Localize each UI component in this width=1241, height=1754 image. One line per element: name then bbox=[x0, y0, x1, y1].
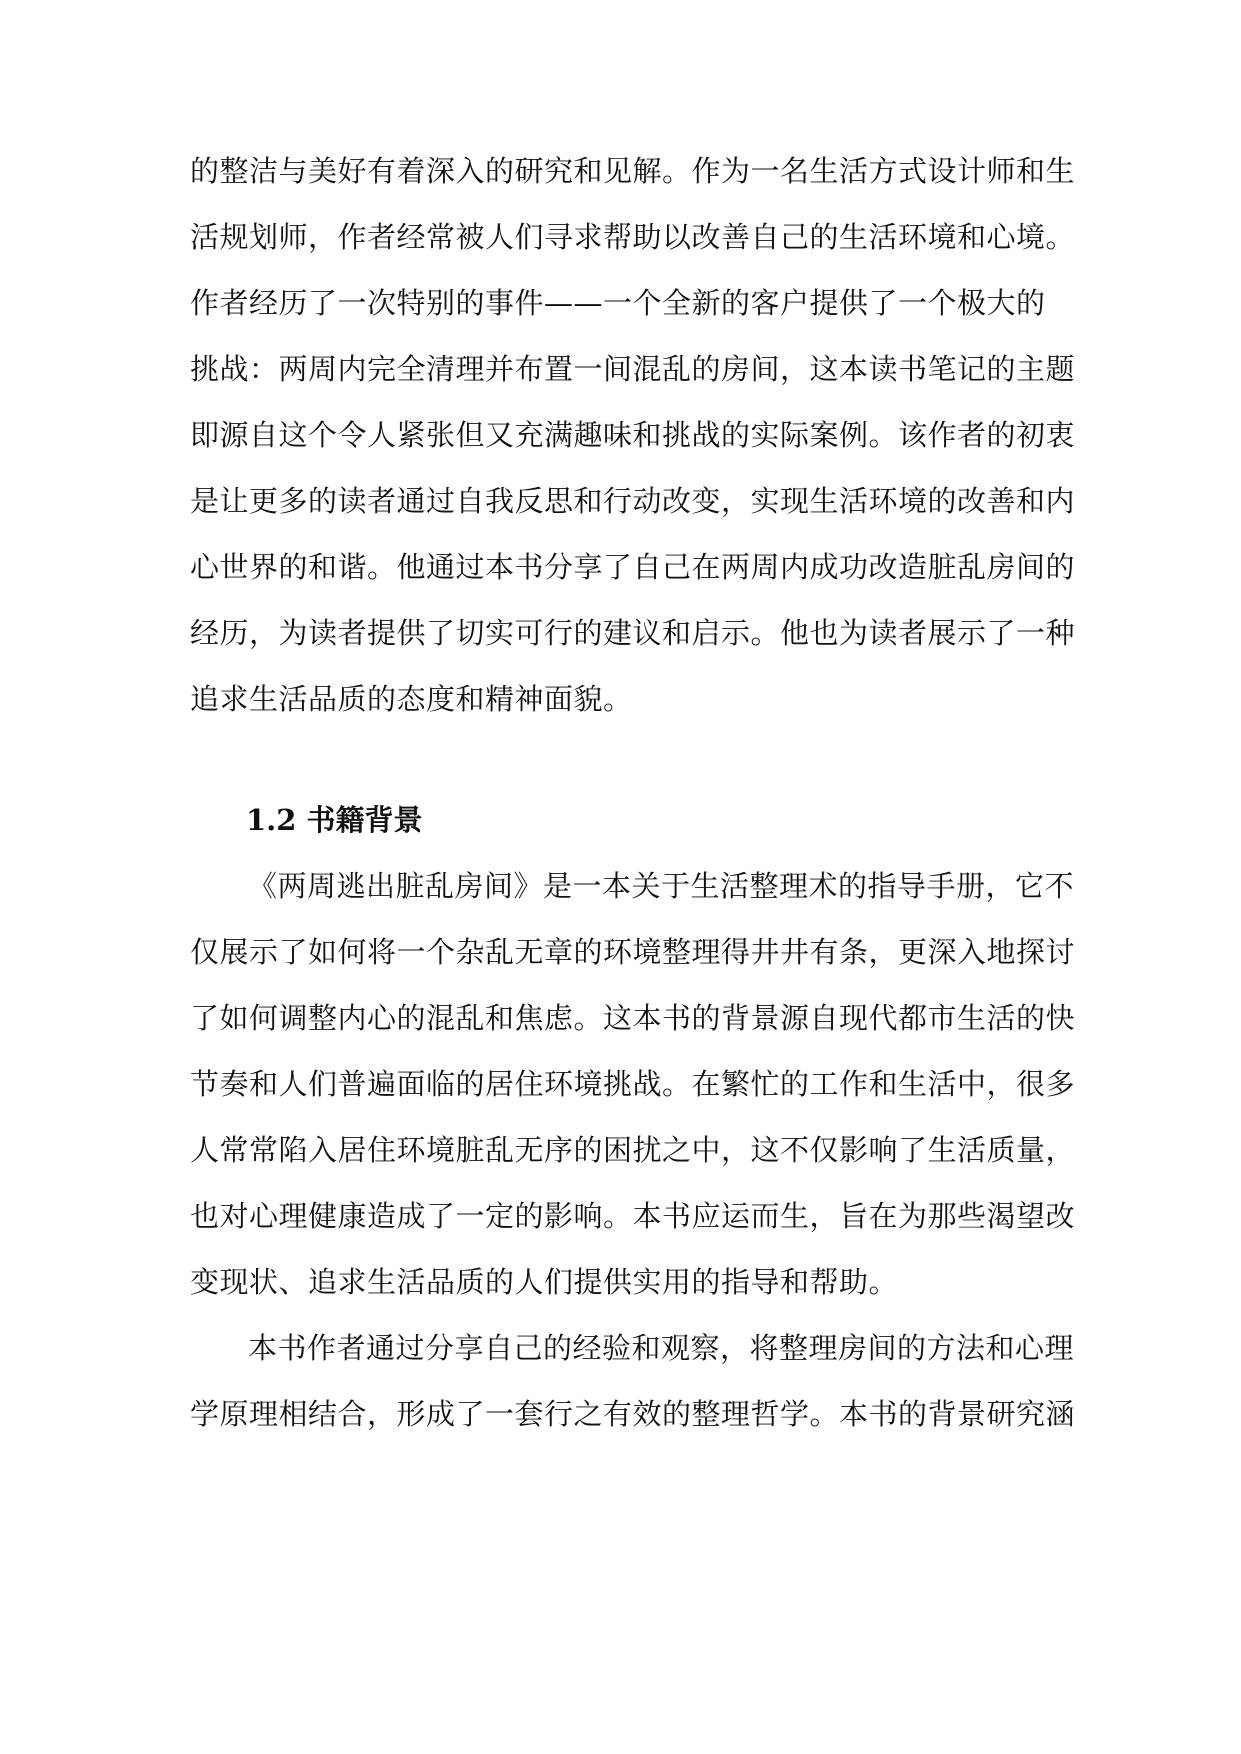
section-spacer bbox=[190, 732, 1070, 787]
paragraph-line: 活规划师，作者经常被人们寻求帮助以改善自己的生活环境和心境。 bbox=[190, 220, 1076, 254]
page-content bbox=[190, 138, 1076, 1447]
paragraph-line: 也对心理健康造成了一定的影响。本书应运而生，旨在为那些渴望改 bbox=[190, 1199, 1076, 1233]
paragraph-line: 作者经历了一次特别的事件——一个全新的客户提供了一个极大的 bbox=[190, 286, 1046, 320]
paragraph-line: 的整洁与美好有着深入的研究和见解。作为一名生活方式设计师和生 bbox=[190, 154, 1076, 188]
paragraph-line: 本书作者通过分享自己的经验和观察，将整理房间的方法和心理 bbox=[248, 1331, 1075, 1365]
paragraph-line: 是让更多的读者通过自我反思和行动改变，实现生活环境的改善和内 bbox=[190, 484, 1076, 518]
paragraph-line: 节奏和人们普遍面临的居住环境挑战。在繁忙的工作和生活中，很多 bbox=[190, 1067, 1076, 1101]
paragraph-line: 《两周逃出脏乱房间》是一本关于生活整理术的指导手册，它不 bbox=[248, 869, 1075, 903]
paragraph-line: 挑战：两周内完全清理并布置一间混乱的房间，这本读书笔记的主题 bbox=[190, 352, 1076, 386]
paragraph-line: 经历，为读者提供了切实可行的建议和启示。他也为读者展示了一种 bbox=[190, 616, 1076, 650]
paragraph-line: 变现状、追求生活品质的人们提供实用的指导和帮助。 bbox=[190, 1265, 899, 1299]
paragraph-line: 心世界的和谐。他通过本书分享了自己在两周内成功改造脏乱房间的 bbox=[190, 550, 1076, 584]
paragraph-line: 学原理相结合，形成了一套行之有效的整理哲学。本书的背景研究涵 bbox=[190, 1397, 1076, 1431]
paragraph-line: 了如何调整内心的混乱和焦虑。这本书的背景源自现代都市生活的快 bbox=[190, 1001, 1076, 1035]
paragraph-line: 即源自这个令人紧张但又充满趣味和挑战的实际案例。该作者的初衷 bbox=[190, 418, 1076, 452]
paragraph-line: 人常常陷入居住环境脏乱无序的困扰之中，这不仅影响了生活质量， bbox=[190, 1133, 1076, 1167]
background-paragraph-2 bbox=[190, 1315, 1076, 1447]
intro-paragraph bbox=[190, 138, 1076, 732]
paragraph-line: 追求生活品质的态度和精神面貌。 bbox=[190, 682, 633, 716]
paragraph-line: 仅展示了如何将一个杂乱无章的环境整理得井井有条，更深入地探讨 bbox=[190, 935, 1076, 969]
section-heading: 1.2 书籍背景 bbox=[246, 803, 423, 837]
background-paragraph-1 bbox=[190, 853, 1076, 1315]
